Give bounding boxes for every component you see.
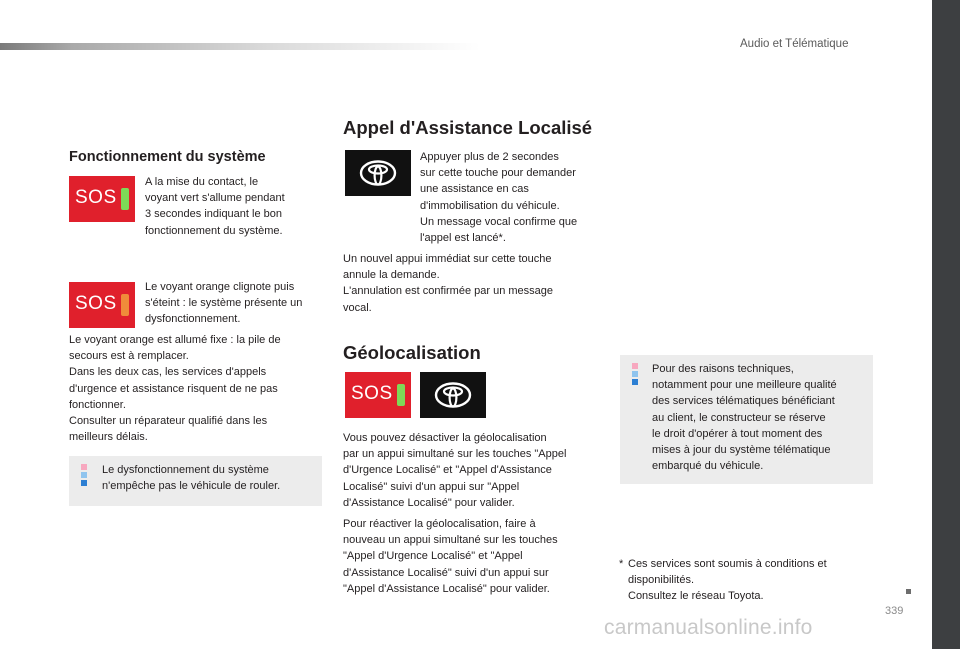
green-led-icon	[397, 384, 405, 406]
note-updates-text: Pour des raisons techniques, notamment pour une meilleure qualité des services télématiques bénéficiant au client, le constructeur se réserve le droit d'opérer à tout moment des mises à jour du système télématique embarqué du véhicule.	[652, 363, 837, 473]
page-marker	[906, 589, 911, 594]
text-geo-disable: Vous pouvez désactiver la géolocalisation par un appui simultané sur les touches "Appel d'Urgence Localisé" et "Appel d'Assistance Localisé" suivi d'un appui sur "Appel d'Assistance Localisé" pour valider.	[343, 432, 567, 509]
info-note-icon	[632, 363, 638, 385]
note-malfunction-text: Le dysfonctionnement du système n'empêche pas le véhicule de rouler.	[102, 464, 281, 493]
green-led-icon	[121, 188, 129, 210]
sos-label: SOS	[351, 383, 393, 404]
page-number: 339	[885, 605, 904, 617]
text-assistance-call: Appuyer plus de 2 secondes sur cette touche pour demander une assistance en cas d'immobilisation du véhicule. Un message vocal confirme que l'appel est lancé*.	[420, 151, 578, 245]
footnote-text: Ces services sont soumis à conditions et disponibilités. Consultez le réseau Toyota.	[628, 558, 827, 603]
heading-geolocation: Géolocalisation	[343, 342, 481, 363]
text-orange-fixed: Le voyant orange est allumé fixe : la pile de secours est à remplacer. Dans les deux cas, les services d'appels d'urgence et assistance risquent de ne pas fonctionner. Consulter un réparateur qualifié dans les meilleurs délais.	[69, 334, 281, 444]
toyota-logo-icon	[420, 372, 486, 418]
watermark: carmanualsonline.info	[604, 616, 813, 639]
info-note-updates	[620, 355, 873, 484]
sos-button-orange	[69, 282, 135, 328]
section-title: Audio et Télématique	[740, 38, 849, 50]
text-green-led: A la mise du contact, le voyant vert s'allume pendant 3 secondes indiquant le bon fonctionnement du système.	[145, 176, 285, 237]
footnote-mark: *	[619, 558, 624, 570]
orange-led-icon	[121, 294, 129, 316]
header-gradient-bar	[0, 43, 480, 50]
sos-label: SOS	[75, 187, 117, 208]
sos-button-green	[69, 176, 135, 222]
sos-button-green-geo	[345, 372, 411, 418]
page-edge-strip	[932, 0, 960, 649]
toyota-button-geo	[420, 372, 486, 418]
text-orange-blink: Le voyant orange clignote puis s'éteint : le système présente un dysfonctionnement.	[145, 281, 303, 326]
text-cancel-call: Un nouvel appui immédiat sur cette touche annule la demande. L'annulation est confirmée par un message vocal.	[343, 253, 554, 314]
toyota-logo-icon	[345, 150, 411, 196]
heading-system-operation: Fonctionnement du système	[69, 149, 266, 165]
info-note-icon	[81, 464, 87, 486]
info-note-malfunction	[69, 456, 322, 506]
toyota-button	[345, 150, 411, 196]
heading-assistance-call: Appel d'Assistance Localisé	[343, 117, 593, 138]
text-geo-enable: Pour réactiver la géolocalisation, faire à nouveau un appui simultané sur les touches "Appel d'Urgence Localisé" et "Appel d'Assistance Localisé" suivi d'un appui sur "Appel d'Assistance Localisé" pour valider.	[343, 518, 558, 595]
sos-label: SOS	[75, 293, 117, 314]
